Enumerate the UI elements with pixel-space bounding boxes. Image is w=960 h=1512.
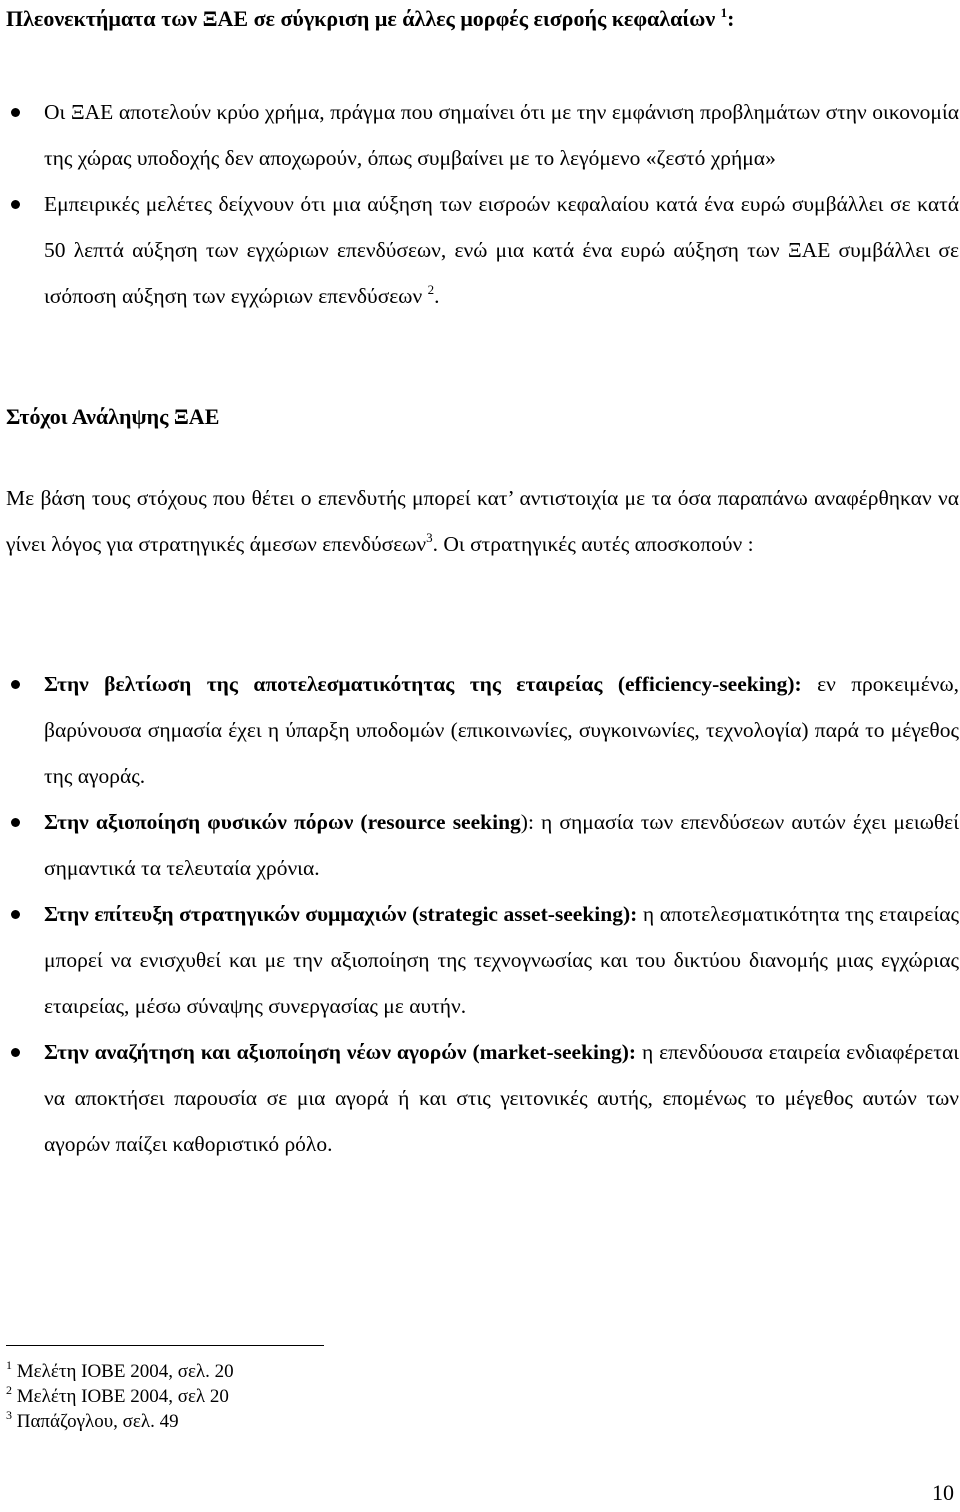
list-item (0, 181, 960, 319)
strategy-title: Στην αναζήτηση και αξιοποίηση νέων αγορών (market-seeking): (44, 1040, 637, 1064)
list-item-end: . (434, 284, 440, 308)
footnote-separator (6, 1345, 324, 1346)
list-item-text (44, 181, 959, 319)
footnote-ref: 2 (427, 282, 435, 297)
bullet-icon (11, 818, 20, 827)
strategy-description: η επενδύουσα εταιρεία ενδιαφέρεται να αποκτήσει παρουσία σε μια αγορά ή και στις γειτονικές αυτής, επομένως το μέγεθος αυτών των αγορών παίζει καθοριστικό ρόλο. (44, 1040, 959, 1156)
bullet-icon (11, 1048, 20, 1057)
intro-text-end: . Οι στρατηγικές αυτές αποσκοπούν : (432, 532, 754, 556)
bullet-icon (11, 108, 20, 117)
footnote-ref: 1 (720, 5, 728, 20)
bullet-icon (11, 910, 20, 919)
strategy-title: Στην επίτευξη στρατηγικών συμμαχιών (strategic asset-seeking): (44, 902, 638, 926)
footnote-text: Μελέτη ΙΟΒΕ 2004, σελ. 20 (16, 1361, 234, 1382)
heading-colon: : (727, 6, 735, 31)
list-item-text (44, 891, 959, 1029)
advantages-list (0, 89, 960, 319)
footnote-number: 2 (6, 1383, 12, 1397)
strategy-description: εν προκειμένω, βαρύνουσα σημασία έχει η ύπαρξη υποδομών (επικοινωνίες, συγκοινωνίες, τεχνολογία) παρά το μέγεθος της αγοράς. (44, 672, 959, 788)
list-item-text (44, 661, 959, 799)
bullet-icon (11, 200, 20, 209)
heading-text: Πλεονεκτήματα των ΞΑΕ σε σύγκριση με άλλες μορφές εισροής κεφαλαίων (6, 6, 716, 31)
list-item (0, 1029, 960, 1167)
list-item-text: Οι ΞΑΕ αποτελούν κρύο χρήμα, πράγμα που σημαίνει ότι με την εμφάνιση προβλημάτων στην οικονομία της χώρας υποδοχής δεν αποχωρούν, όπως συμβαίνει με το λεγόμενο «ζεστό χρήμα» (44, 100, 959, 170)
footnotes (6, 1359, 234, 1434)
footnote-text: Μελέτη ΙΟΒΕ 2004, σελ 20 (16, 1386, 229, 1407)
footnote-text: Παπάζογλου, σελ. 49 (16, 1411, 179, 1432)
list-item-body: Εμπειρικές μελέτες δείχνουν ότι μια αύξηση των εισροών κεφαλαίου κατά ένα ευρώ συμβάλλει σε κατά 50 λεπτά αύξηση των εγχώριων επενδύσεων, ενώ μια κατά ένα ευρώ αύξηση των ΞΑΕ συμβάλλει σε ισόποση αύξηση των εγχώριων επενδύσεων (44, 192, 959, 308)
strategy-title: Στην βελτίωση της αποτελεσματικότητας της εταιρείας (efficiency-seeking): (44, 672, 802, 696)
footnote (6, 1384, 234, 1409)
intro-text: Με βάση τους στόχους που θέτει ο επενδυτής μπορεί κατ’ αντιστοιχία με τα όσα παραπάνω αναφέρθηκαν να γίνει λόγος για στρατηγικές άμεσων επενδύσεων (6, 486, 959, 556)
list-item (0, 799, 960, 891)
list-item (0, 891, 960, 1029)
section-heading-advantages (6, 4, 734, 34)
strategy-description: ): η σημασία των επενδύσεων αυτών έχει μειωθεί σημαντικά τα τελευταία χρόνια. (44, 810, 959, 880)
list-item-text (44, 799, 959, 891)
intro-paragraph (6, 475, 959, 567)
strategy-description: η αποτελεσματικότητα της εταιρείας μπορεί να ενισχυθεί και με την αξιοποίηση της τεχνογνωσίας και του δικτύου διανομής μιας εγχώριας εταιρείας, μέσω σύναψης συνεργασίας με αυτήν. (44, 902, 960, 1018)
footnote (6, 1359, 234, 1384)
bullet-icon (11, 680, 20, 689)
strategies-list (0, 661, 960, 1167)
list-item-text (44, 1029, 959, 1167)
list-item (0, 661, 960, 799)
footnote-number: 3 (6, 1408, 12, 1422)
footnote-number: 1 (6, 1358, 12, 1372)
strategy-title: Στην αξιοποίηση φυσικών πόρων (resource seeking (44, 810, 521, 834)
page-number: 10 (932, 1480, 954, 1505)
footnote (6, 1409, 234, 1434)
section-heading-goals: Στόχοι Ανάληψης ΞΑΕ (6, 404, 220, 429)
list-item (0, 89, 960, 181)
footnote-ref: 3 (426, 530, 433, 545)
